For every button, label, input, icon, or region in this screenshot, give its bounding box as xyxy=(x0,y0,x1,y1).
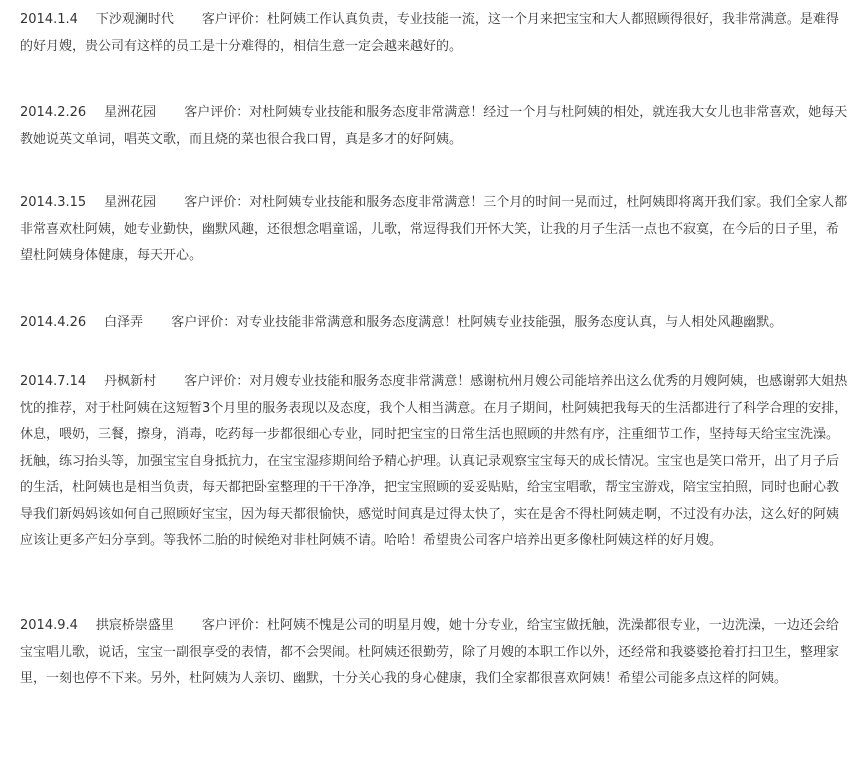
review-item-6 xyxy=(20,613,848,693)
review-text: 客户评价：对专业技能非常满意和服务态度满意！杜阿姨专业技能强，服务态度认真，与人相处风趣幽默。 xyxy=(171,315,783,330)
review-date: 2014.4.26 xyxy=(20,315,87,330)
review-place: 白泽弄 xyxy=(104,315,144,330)
review-place: 拱宸桥崇盛里 xyxy=(95,618,174,633)
review-item-4 xyxy=(20,310,782,337)
review-date: 2014.1.4 xyxy=(20,12,78,27)
review-item-3 xyxy=(20,190,848,270)
review-date: 2014.9.4 xyxy=(20,618,78,633)
review-item-2 xyxy=(20,100,848,153)
review-text: 客户评价：杜阿姨不愧是公司的明星月嫂，她十分专业，给宝宝做抚触，洗澡都很专业，一边洗澡，一边还会给宝宝唱儿歌，说话，宝宝一副很享受的表情，都不会哭闹。杜阿姨还很勤劳，除了月嫂的本职工作以外，还经常和我婆婆抢着打扫卫生，整理家里，一刻也停不下来。另外，杜阿姨为人亲切、幽默，十分关心我的身心健康，我们全家都很喜欢阿姨！希望公司能多点这样的阿姨。 xyxy=(20,618,840,686)
review-text: 客户评价：杜阿姨工作认真负责，专业技能一流，这一个月来把宝宝和大人都照顾得很好，我非常满意。是难得的好月嫂，贵公司有这样的员工是十分难得的，相信生意一定会越来越好的。 xyxy=(20,12,839,54)
review-place: 星洲花园 xyxy=(104,195,157,210)
review-text: 客户评价：对月嫂专业技能和服务态度非常满意！感谢杭州月嫂公司能培养出这么优秀的月嫂阿姨，也感谢郭大姐热忱的推荐，对于杜阿姨在这短暂3个月里的服务表现以及态度，我个人相当满意。在月子期间，杜阿姨把我每天的生活都进行了科学合理的安排，休息，喂奶，三餐，擦身，消毒，吃药每一步都很细心专业，同时把宝宝的日常生活也照顾的井然有序，注重细节工作，坚持每天给宝宝洗澡。抚触，练习抬头等，加强宝宝自身抵抗力，在宝宝湿疹期间给予精心护理。认真记录观察宝宝每天的成长情况。宝宝也是笑口常开，出了月子后的生活，杜阿姨也是相当负责，每天都把卧室整理的干干净净，把宝宝照顾的妥妥贴贴，给宝宝唱歌，帮宝宝游戏，陪宝宝拍照，同时也耐心教导我们新妈妈该如何自己照顾好宝宝，因为每天都很愉快，感觉时间真是过得太快了，实在是舍不得杜阿姨走啊，不过没有办法，这么好的阿姨应该让更多产妇分享到。等我怀二胎的时候绝对非杜阿姨不请。哈哈！希望贵公司客户培养出更多像杜阿姨这样的好月嫂。 xyxy=(20,374,848,548)
review-date: 2014.3.15 xyxy=(20,195,87,210)
review-place: 星洲花园 xyxy=(104,105,157,120)
review-date: 2014.7.14 xyxy=(20,374,87,389)
review-item-1 xyxy=(20,7,848,60)
review-item-5 xyxy=(20,369,848,555)
review-place: 丹枫新村 xyxy=(104,374,157,389)
review-text: 客户评价：对杜阿姨专业技能和服务态度非常满意！三个月的时间一晃而过，杜阿姨即将离开我们家。我们全家人都非常喜欢杜阿姨，她专业勤快，幽默风趣，还很想念唱童谣，儿歌，常逗得我们开怀大笑，让我的月子生活一点也不寂寞，在今后的日子里，希望杜阿姨身体健康，每天开心。 xyxy=(20,195,848,263)
review-date: 2014.2.26 xyxy=(20,105,87,120)
review-text: 客户评价：对杜阿姨专业技能和服务态度非常满意！经过一个月与杜阿姨的相处，就连我大女儿也非常喜欢，她每天教她说英文单词，唱英文歌，而且烧的菜也很合我口胃，真是多才的好阿姨。 xyxy=(20,105,848,147)
review-place: 下沙观澜时代 xyxy=(95,12,174,27)
